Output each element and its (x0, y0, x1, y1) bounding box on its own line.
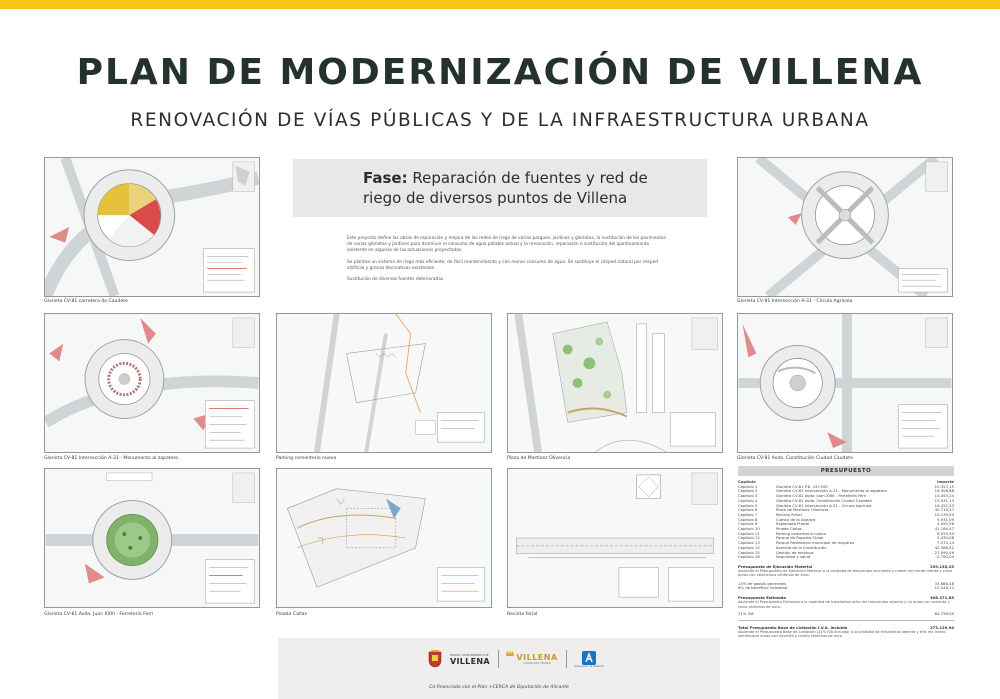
budget-chapter: Capítulo 14 (738, 544, 760, 550)
budget-chapter: Capítulo 12 (738, 535, 760, 541)
phase-label: Fase: (363, 169, 408, 187)
description-paragraph: Se plantea un sistema de riego más eficiente, de fácil mantenimiento y con menor consumo de agua. Se sustituye el césped natural por césped artificial y gravas decorativas existentes. (347, 259, 658, 271)
page-subtitle: RENOVACIÓN DE VÍAS PÚBLICAS Y DE LA INFRAESTRUCTURA URBANA (130, 110, 870, 131)
budget-amount: 42.368,42 (934, 544, 954, 550)
pem-amount: 259.135,25 (929, 563, 954, 569)
budget-amount: 6.025,95 (937, 530, 954, 536)
panel-caption: Glorieta CV-81 Intersección A-31 - Círculo Agrícola (737, 299, 853, 304)
budget-chapter: Capítulo 10 (738, 526, 760, 532)
panel-caption: Pinada Cañas (276, 612, 308, 617)
budget-name: Gestión de residuos (776, 550, 814, 555)
diputacion-a-icon (582, 651, 596, 665)
coat-of-arms-icon (428, 650, 442, 668)
budget-name: Glorieta CV-81 Avda. Constitución Ciudad Caudete (776, 498, 872, 503)
page-title: PLAN DE MODERNIZACIÓN DE VILLENA (76, 52, 924, 93)
total-label: Total Presupuesto Base de Licitación I.V.A. incluido (738, 624, 848, 630)
ayuntamiento-logo (450, 653, 490, 666)
budget-name: Glorieta CV-81 P.K. 43+200 (776, 484, 828, 489)
description-paragraph: Este proyecto define las obras de reparación y mejora de las redes de riego de varios parques, jardines y glorietas, la sustitución de los pavimentos de varias glorietas y jardines para disminuir el consumo de agua potable actual y la renovación, reparación o sustitución del ajardinamiento existente en algunas de las actuaciones proyectadas. (347, 236, 666, 254)
budget-name: Explanada Puntal (776, 522, 810, 527)
budget-amount: 40.710,47 (934, 507, 954, 513)
budget-chapter: Capítulo 7 (738, 511, 758, 517)
brand-name: VILLENA (516, 653, 558, 662)
footer-logos (428, 650, 604, 668)
budget-amount: 13.031,13 (934, 497, 954, 503)
gg-label: 13% de gastos generales (738, 581, 787, 586)
gg-amount: 33.688,48 (934, 580, 954, 586)
col-chapter: Capítulo (738, 479, 756, 484)
phase-line-1 (363, 168, 707, 188)
budget-name: Glorieta CV-81 Avda. Juan XXIII - Ferretería Ferri (776, 494, 867, 499)
budget-chapter: Capítulo 13 (738, 540, 760, 546)
cofinanced-text: Co-financiado con el Plan +CERCA de Diputación de Alicante (429, 685, 569, 690)
diputacion-logo (574, 651, 603, 668)
phase-box (293, 159, 707, 217)
budget-title: PRESUPUESTO (738, 466, 954, 476)
budget-name: Glorieta CV-81 Intersección A-31 - Monumento al zapatero (776, 489, 887, 494)
ayto-name: VILLENA (450, 656, 490, 666)
pem-text: Asciende el Presupuesto de Ejecución Material a la cantidad de doscientos cincuenta y nueve mil ciento treinta y cinco euros con veinticinco céntimos de euro. (738, 568, 953, 578)
pe-amount: 308.371,85 (929, 595, 954, 601)
plan-panel-martinez-olivencia (507, 313, 723, 453)
budget-chapter: Capítulo 6 (738, 507, 758, 513)
plan-panel-constitucion-caudete (737, 313, 953, 453)
phase-text-1: Reparación de fuentes y red de (412, 169, 648, 187)
description-paragraph: Sustitución de diversas fuentes deterioradas. (347, 277, 445, 283)
panel-caption: Plaza de Martínez Olivencia (507, 456, 571, 461)
project-description (347, 236, 667, 288)
budget-table (738, 466, 954, 639)
budget-name: Parque de Ruperto Chapí (776, 536, 824, 541)
bi-row (738, 586, 954, 591)
budget-chapter: Capítulo 16 (738, 554, 760, 560)
budget-chapter: Capítulo 11 (738, 530, 760, 536)
budget-amount: 7.274,14 (937, 540, 954, 546)
phase-text-2: riego de diversos puntos de Villena (363, 189, 628, 207)
total-amount: 373.129,94 (929, 624, 954, 630)
panel-caption: Glorieta CV-81 Avda. Juan XXIII - Ferretería Ferri (44, 612, 154, 617)
budget-chapter: Capítulo 4 (738, 497, 758, 503)
footer-logos-box (278, 638, 720, 699)
panel-caption: Parking cementerio nuevo (276, 456, 337, 461)
plan-panel-circulo-agricola (737, 157, 953, 297)
budget-amount: 41.164,47 (934, 526, 954, 532)
logo-divider (566, 650, 567, 668)
budget-name: Cuesta de la Atalaya (776, 517, 816, 522)
budget-amount: 9.931,09 (937, 516, 954, 522)
iva-amount: 64.758,09 (934, 610, 954, 616)
plan-panel-recinto-ferial (507, 468, 723, 608)
iva-label: 21% IVA (738, 611, 754, 616)
budget-amount: 13.453,24 (934, 493, 954, 499)
col-amount: Importe (937, 479, 954, 484)
total-text: Asciende el Presupuesto Base de Licitación (21% IVA incluido) a la cantidad de trescientos setenta y tres mil ciento veintinueve euros con noventa y cuatro céntimos de euro. (738, 629, 946, 639)
budget-name: Avenida de la Constitución (776, 545, 827, 550)
budget-amount: 16.422,53 (934, 502, 954, 508)
budget-row (738, 555, 954, 560)
budget-name: Parking cementerio nuevo (776, 531, 826, 536)
budget-name: Parque Residencia municipal de mayores (776, 541, 855, 546)
plan-panel-monumento-zapatero (44, 313, 260, 453)
brand-tag: CIUDAD DEL TESORO (523, 662, 551, 665)
budget-amount: 16.306,88 (934, 488, 954, 494)
budget-amount: 19.239,54 (934, 511, 954, 517)
budget-chapter: Capítulo 3 (738, 493, 758, 499)
diputacion-label: Diputación de Alicante (574, 664, 604, 668)
logo-divider (498, 650, 499, 668)
bi-label: 6% de beneficio industrial (738, 586, 788, 591)
budget-chapter: Capítulo 5 (738, 502, 758, 508)
budget-chapter: Capítulo 2 (738, 488, 758, 494)
panel-caption: Glorieta CV-81 Avda. Constitución Ciudad Caudete (737, 456, 853, 461)
budget-name: Plaza de Martínez Olivencia (776, 508, 829, 513)
top-accent-bar (0, 0, 1000, 9)
panel-caption: Recinto ferial (507, 612, 538, 617)
pe-label: Presupuesto Estimado (738, 595, 787, 601)
panel-caption: Glorieta CV-81 carretera de Caudete (44, 299, 128, 304)
ayto-small-label: EXCMO. AYUNTAMIENTO DE (450, 652, 489, 657)
budget-amount: 4.050,56 (937, 521, 954, 527)
plan-panel-parking-cementerio (276, 313, 492, 453)
budget-chapter: Capítulo 9 (738, 521, 758, 527)
budget-amount: 2.430,08 (937, 535, 954, 541)
crown-icon (506, 649, 514, 657)
budget-chapter: Capítulo 15 (738, 549, 760, 555)
villena-brand-logo (516, 653, 557, 665)
budget-amount: 27.090,59 (934, 549, 954, 555)
iva-row (738, 612, 954, 617)
pe-text: Asciende el Presupuesto Estimado a la cantidad de trescientos ocho mil trescientos setenta y un euros con ochenta y cinco céntimos de euro. (738, 600, 950, 609)
bi-amount: 15.548,12 (934, 585, 954, 591)
budget-name: Seguridad y salud (776, 555, 811, 560)
budget-rows (738, 485, 954, 560)
plan-panel-juan-xxiii (44, 468, 260, 608)
panel-caption: Glorieta CV-81 Intersección A-31 - Monumento al zapatero (44, 456, 179, 461)
plan-panel-pinada-canas (276, 468, 492, 608)
budget-amount: 10.323,15 (934, 483, 954, 489)
budget-chapter: Capítulo 1 (738, 483, 758, 489)
budget-name: Glorieta CV-81 Intersección A-31 - Círculo Agrícola (776, 503, 872, 508)
pem-label: Presupuesto de Ejecución Material (738, 563, 813, 569)
budget-name: Recinto Ferial (776, 512, 802, 517)
budget-chapter: Capítulo 8 (738, 516, 758, 522)
budget-name: Pinada Cañas (776, 527, 802, 532)
budget-amount: 2.790,00 (937, 554, 954, 560)
plan-panel-caudete (44, 157, 260, 297)
